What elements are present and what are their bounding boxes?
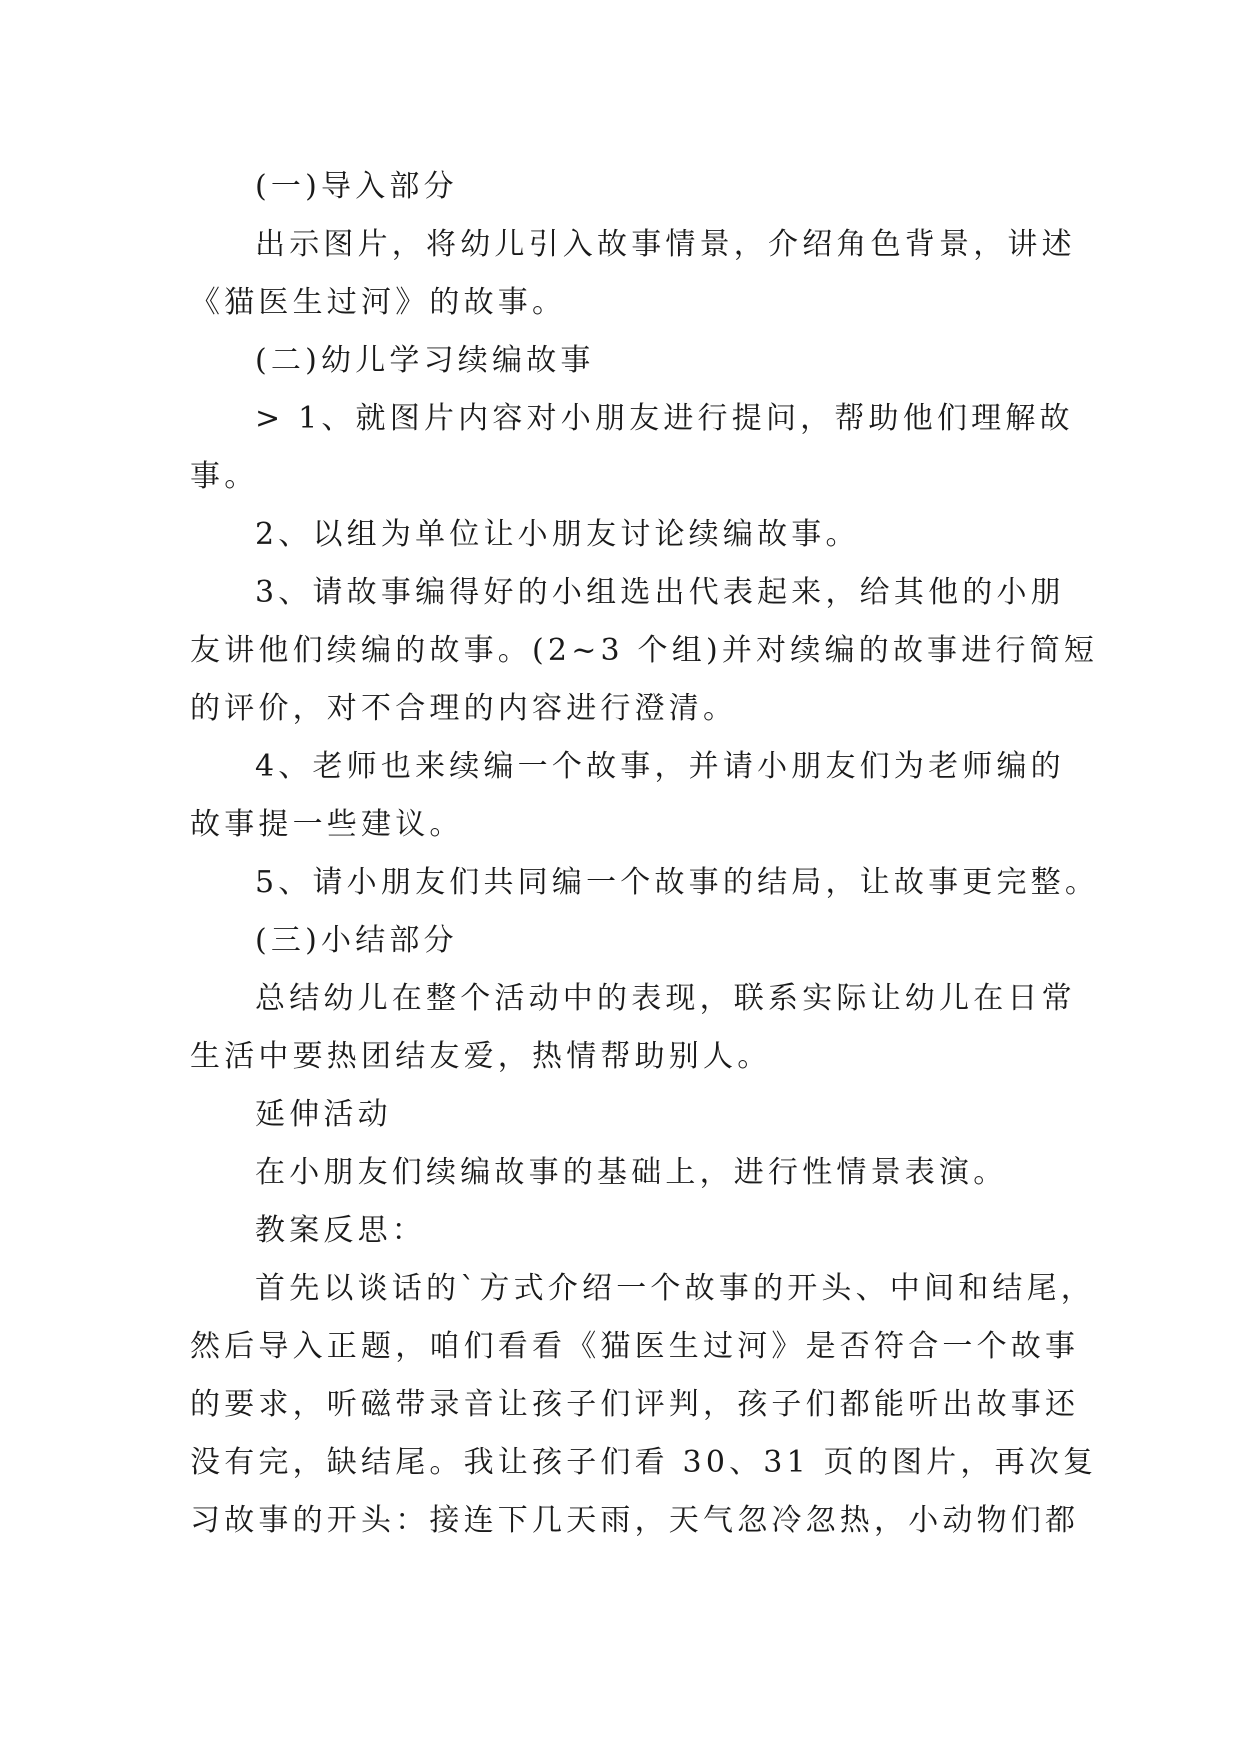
section-heading-retelling: (二)幼儿学习续编故事 xyxy=(255,343,595,378)
paragraph-line: 生活中要热团结友爱，热情帮助别人。 xyxy=(190,1039,772,1074)
paragraph-line: 友讲他们续编的故事。(2~3 个组)并对续编的故事进行简短 xyxy=(190,633,1099,668)
paragraph-line: 4、老师也来续编一个故事，并请小朋友们为老师编的 xyxy=(255,749,1065,784)
paragraph-line: 的要求，听磁带录音让孩子们评判，孩子们都能听出故事还 xyxy=(190,1387,1080,1422)
paragraph-line: 事。 xyxy=(190,459,259,494)
paragraph-line: 出示图片，将幼儿引入故事情景，介绍角色背景，讲述 xyxy=(255,227,1076,262)
document-body xyxy=(190,158,1100,1550)
paragraph-line: 的评价，对不合理的内容进行澄清。 xyxy=(190,691,738,726)
section-heading-extension: 延伸活动 xyxy=(255,1097,392,1132)
paragraph-line: 故事提一些建议。 xyxy=(190,807,464,842)
section-heading-reflection: 教案反思： xyxy=(255,1213,426,1248)
paragraph-line: 然后导入正题，咱们看看《猫医生过河》是否符合一个故事 xyxy=(190,1329,1080,1364)
paragraph-line: 《猫医生过河》的故事。 xyxy=(190,285,567,320)
paragraph-line: 在小朋友们续编故事的基础上，进行性情景表演。 xyxy=(255,1155,1008,1190)
paragraph-line: 习故事的开头：接连下几天雨，天气忽冷忽热，小动物们都 xyxy=(190,1503,1080,1538)
paragraph-line: 2、以组为单位让小朋友讨论续编故事。 xyxy=(255,517,860,552)
paragraph-line: 5、请小朋友们共同编一个故事的结局，让故事更完整。 xyxy=(255,865,1100,900)
section-heading-summary: (三)小结部分 xyxy=(255,923,458,958)
paragraph-line: 首先以谈话的`方式介绍一个故事的开头、中间和结尾， xyxy=(255,1271,1095,1306)
paragraph-line: 总结幼儿在整个活动中的表现，联系实际让幼儿在日常 xyxy=(255,981,1076,1016)
section-heading-intro: (一)导入部分 xyxy=(255,169,458,204)
paragraph-line: 3、请故事编得好的小组选出代表起来，给其他的小朋 xyxy=(255,575,1065,610)
paragraph-line: 没有完，缺结尾。我让孩子们看 30、31 页的图片，再次复 xyxy=(190,1445,1098,1480)
paragraph-line: > 1、就图片内容对小朋友进行提问，帮助他们理解故 xyxy=(255,401,1074,436)
